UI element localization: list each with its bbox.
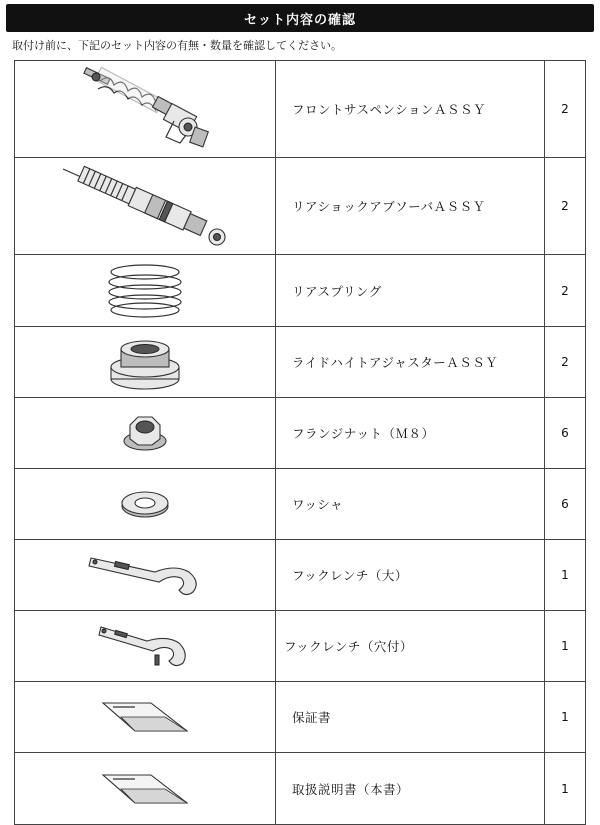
flange-nut-icon xyxy=(120,411,170,455)
item-image-cell xyxy=(15,61,276,158)
item-qty: 1 xyxy=(545,753,586,825)
washer-icon xyxy=(118,487,172,521)
item-qty: 1 xyxy=(545,682,586,753)
item-qty: 6 xyxy=(545,469,586,540)
ride-height-adjuster-icon xyxy=(105,331,185,393)
item-name: フランジナット（Ｍ８） xyxy=(292,426,435,441)
item-qty: 1 xyxy=(545,611,586,682)
table-row xyxy=(15,327,586,398)
rear-spring-icon xyxy=(100,260,190,322)
table-row xyxy=(15,255,586,327)
item-name: 取扱説明書（本書） xyxy=(292,781,410,797)
item-name: フロントサスペンションＡＳＳＹ xyxy=(292,102,486,117)
item-qty: 6 xyxy=(545,398,586,469)
item-qty: 2 xyxy=(545,255,586,327)
item-name: リアショックアブソーバＡＳＳＹ xyxy=(292,199,486,214)
table-row xyxy=(15,398,586,469)
item-qty: 2 xyxy=(545,61,586,158)
item-qty: 2 xyxy=(545,158,586,255)
intro-text: 取付け前に、下記のセット内容の有無・数量を確認してください。 xyxy=(12,39,342,52)
warranty-card-icon xyxy=(95,697,195,737)
table-row xyxy=(15,540,586,611)
item-name: フックレンチ（大） xyxy=(292,568,408,583)
table-row xyxy=(15,61,586,158)
item-name: フックレンチ（穴付） xyxy=(284,639,413,654)
item-name: ライドハイトアジャスターＡＳＳＹ xyxy=(292,355,499,370)
front-suspension-icon xyxy=(70,63,220,155)
page-title-bar xyxy=(6,4,594,32)
table-row xyxy=(15,753,586,825)
item-name: ワッシャ xyxy=(292,497,344,512)
hook-wrench-pin-icon xyxy=(95,621,195,671)
page-title: セット内容の確認 xyxy=(243,12,356,28)
rear-shock-absorber-icon xyxy=(55,161,235,251)
table-row xyxy=(15,158,586,255)
parts-table xyxy=(14,60,586,825)
item-qty: 1 xyxy=(545,540,586,611)
hook-wrench-large-icon xyxy=(85,550,205,600)
table-row xyxy=(15,469,586,540)
instruction-manual-icon xyxy=(95,769,195,809)
table-row xyxy=(15,682,586,753)
item-qty: 2 xyxy=(545,327,586,398)
item-name: リアスプリング xyxy=(292,283,382,299)
item-name: 保証書 xyxy=(292,710,332,725)
table-row xyxy=(15,611,586,682)
